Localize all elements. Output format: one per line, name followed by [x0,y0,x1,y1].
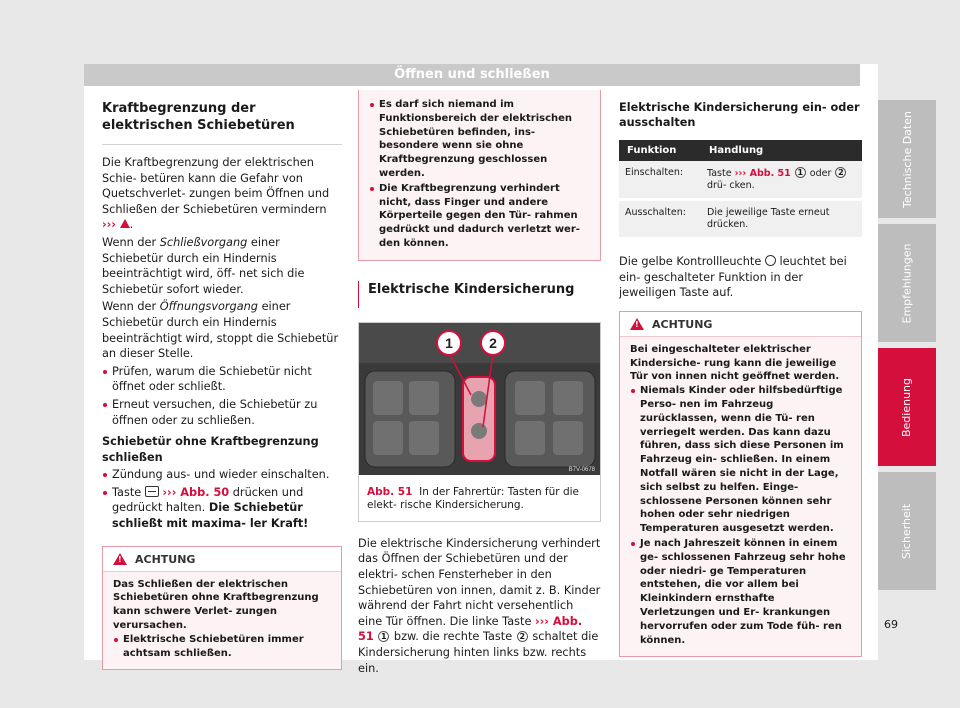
warning-box [102,546,342,671]
figure-caption: Abb. 51 In der Fahrertür: Tasten für die elekt- rische Kindersicherung. [359,479,600,521]
reference-link[interactable]: ››› Abb. 51 [358,614,583,644]
warning-header: ! ACHTUNG [620,312,861,337]
warning-list-item: Je nach Jahreszeit können in einem ge- schlossenen Fahrzeug sehr hohe oder niedri- ge Temperaturen entstehen, die vor allem bei Kleinkindern ernsthafte Verletzungen und Er- krankungen hervorrufen oder zum Tode füh- ren können. [630,537,851,647]
table-heading: Elektrische Kindersicherung ein- oder ausschalten [619,101,860,129]
column-1 [102,100,342,670]
function-table [619,140,862,240]
warning-box-continued [358,90,601,261]
table-cell: Die jeweilige Taste erneut drücken. [701,200,862,239]
warning-icon [120,219,130,228]
door-switch-image [359,323,600,475]
section-heading: Kraftbegrenzung der elektrischen Schiebetüren [102,100,342,145]
paragraph: Die elektrische Kindersicherung verhindert das Öffnen der Schiebetüren und der elektri- schen Fensterheber in den Schiebetüren von innen, damit z. B. Kinder während der Fahrt nicht versehentlich eine Tür öffnen. Die linke Taste ››› Abb. 51 1 bzw. die rechte Taste 2 schaltet die Kindersicherung hinten links bzw. rechts ein. [358,536,601,675]
subheading: Schiebetür ohne Kraftbegrenzung schließen [102,435,319,464]
column-2 [358,100,601,678]
paragraph: Die gelbe Kontrollleuchte leuchtet bei ein- geschalteter Funktion in der jeweiligen Taste auf. [619,255,847,300]
figure [358,322,601,522]
table-header: Handlung [701,140,862,161]
page-number: 69 [884,618,898,631]
callout-2: 2 [489,334,497,351]
warning-list-item: Niemals Kinder oder hilfsbedürftige Perso- nen im Fahrzeug zurücklassen, wenn die Tü- ren verriegelt werden. Das kann dazu führen, dass sich diese Personen im Fahrzeug ein- schließen. In einem Notfall wären sie nicht in der Lage, sich selbst zu helfen. Einge- schlossene Personen können sehr hohen oder sehr niedrigen Temperaturen ausgesetzt werden. [630,384,851,536]
section-heading: Elektrische Kindersicherung [358,281,601,308]
list-item: Erneut versuchen, die Schiebetür zu öffnen oder zu schließen. [102,397,342,428]
list-item: Taste ››› Abb. 50 drücken und gedrückt halten. Die Schiebetür schließt mit maxima- ler Kraft! [102,485,342,532]
table-cell: Einschalten: [619,161,701,200]
list-item: Zündung aus- und wieder einschalten. [102,467,342,483]
tab-technische-daten[interactable]: Technische Daten [878,100,936,218]
reference-link[interactable]: ››› Abb. 50 [162,485,230,499]
warning-list-item: Elektrische Schiebetüren immer achtsam schließen. [113,633,331,661]
section-header: Öffnen und schließen [84,64,860,86]
warning-icon: ! [113,553,127,565]
warning-text: Bei eingeschalteter elektrischer Kindersiche- rung kann die jeweilige Tür von innen nicht geöffnet werden. [630,343,840,383]
table-cell: Taste ››› Abb. 51 1 oder 2 drü- cken. [701,161,862,200]
figure-code: B7V-0678 [568,466,595,473]
list-item: Prüfen, warum die Schiebetür nicht öffnet oder schließt. [102,364,342,395]
table-row [619,161,862,200]
tab-empfehlungen[interactable]: Empfehlungen [878,224,936,342]
warning-text: Das Schließen der elektrischen Schiebetüren ohne Kraftbegrenzung kann schwere Verlet- zungen verursachen. [113,578,319,632]
callout-1: 1 [445,334,453,351]
table-row [619,200,862,239]
warning-icon: ! [630,318,644,330]
warning-box [619,311,862,658]
warning-list-item: Die Kraftbegrenzung verhindert nicht, dass Finger und andere Körperteile gegen den Tür- rahmen gedrückt und dadurch verletzt wer- den können. [369,182,590,251]
table-cell: Ausschalten: [619,200,701,239]
column-3 [619,100,862,657]
child-lock-indicator-icon [765,255,776,266]
paragraph: Die Kraftbegrenzung der elektrischen Schie- betüren kann die Gefahr von Quetschverlet- zungen beim Öffnen und Schließen der Schiebetüren vermindern ››› . [102,156,330,232]
paragraph: Wenn der Schließvorgang einer Schiebetür durch ein Hindernis beeinträchtigt wird, öff- net sich die Schiebetür sofort wieder. [102,235,305,296]
warning-header: ! ACHTUNG [103,547,341,572]
door-key-icon [145,486,159,497]
table-header: Funktion [619,140,701,161]
tab-bedienung[interactable]: Bedienung [878,348,936,466]
warning-list-item: Es darf sich niemand im Funktionsbereich der elektrischen Schiebetüren befinden, ins- besondere wenn sie ohne Kraftbegrenzung geschlossen werden. [369,98,590,181]
reference-link[interactable]: ››› [102,218,116,232]
paragraph: Wenn der Öffnungsvorgang einer Schiebetür durch ein Hindernis beeinträchtigt wird, stoppt die Schiebetür an dieser Stelle. [102,300,339,361]
tab-sicherheit[interactable]: Sicherheit [878,472,936,590]
